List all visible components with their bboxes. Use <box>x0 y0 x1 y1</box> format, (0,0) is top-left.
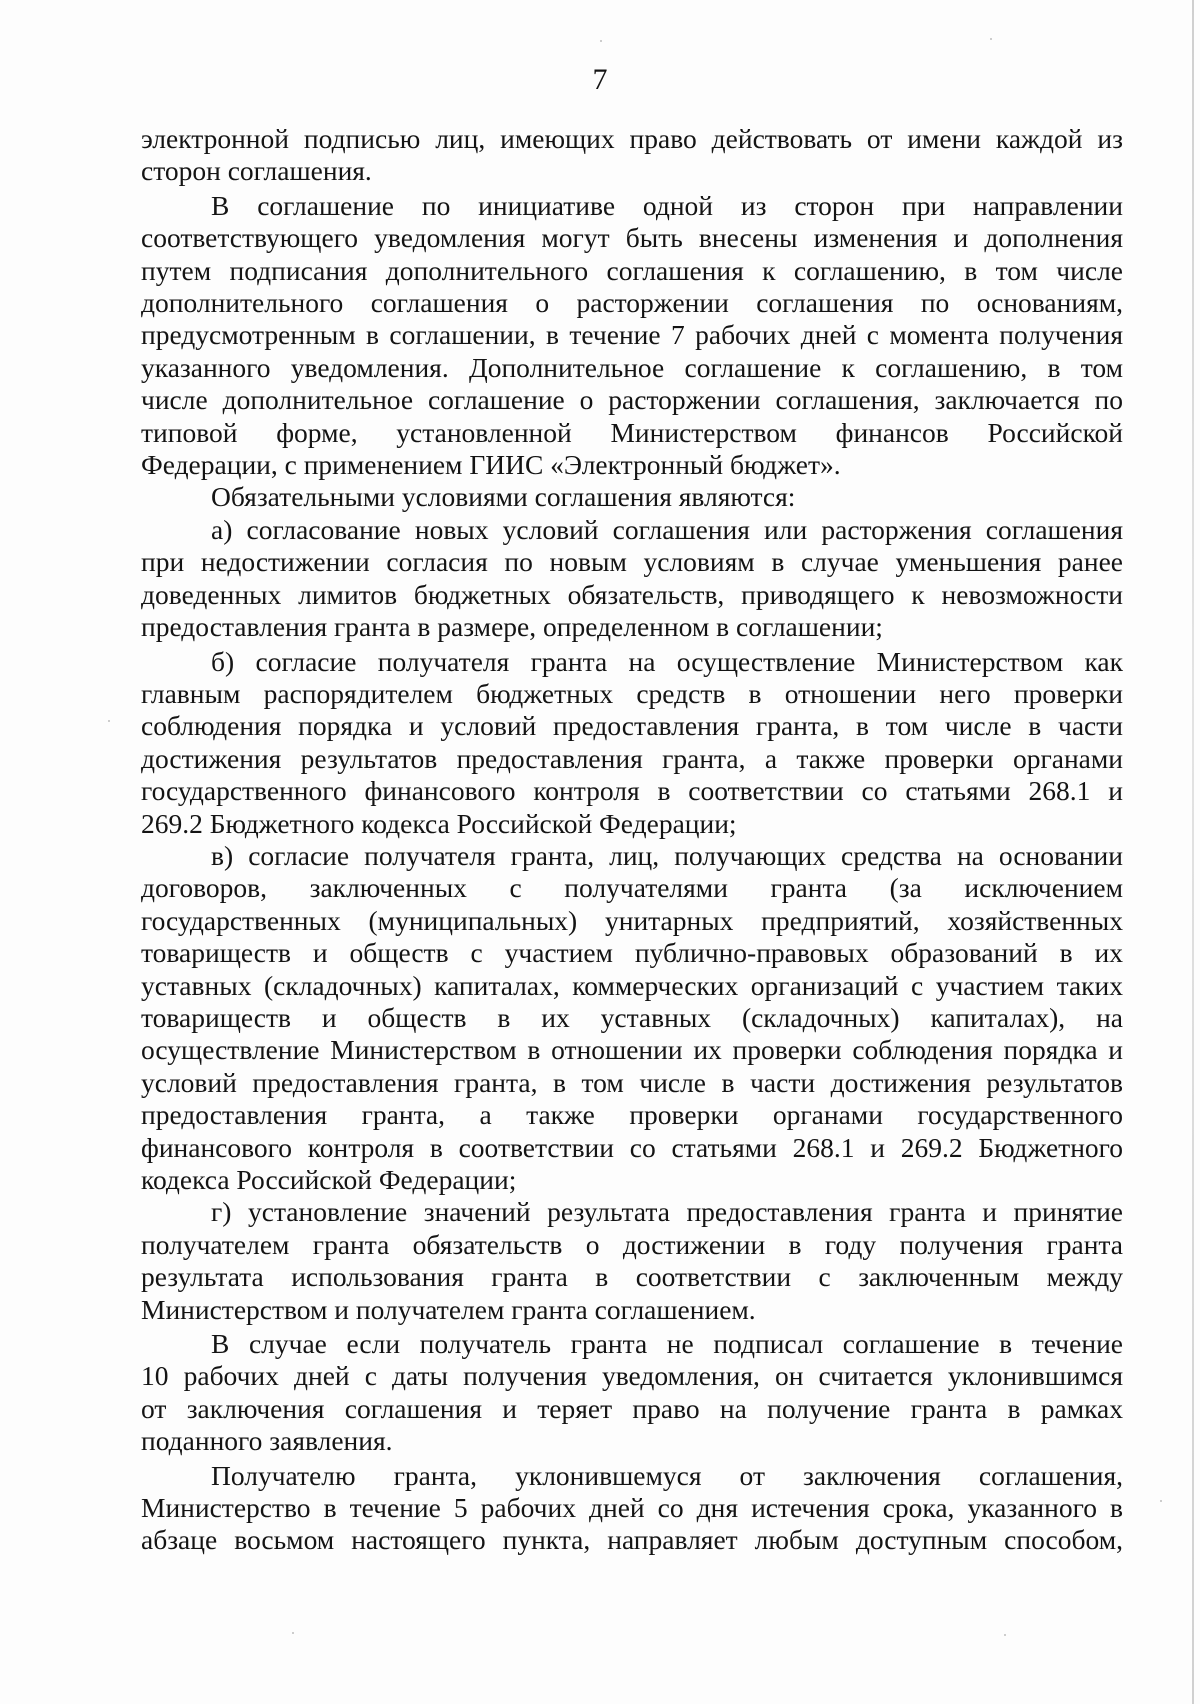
page-number: 7 <box>592 63 608 96</box>
paragraph-4-line-3: доведенных лимитов бюджетных обязательств, приводящего к невозможности <box>141 578 1123 610</box>
paragraph-5-line-6: 269.2 Бюджетного кодекса Российской Федерации; <box>141 807 737 839</box>
paragraph-2-line-4: дополнительного соглашения о расторжении соглашения по основаниям, <box>141 287 1123 319</box>
paragraph-6-line-3: государственных (муниципальных) унитарных предприятий, хозяйственных <box>141 904 1123 936</box>
paragraph-2-line-3: путем подписания дополнительного соглашения к соглашению, в том числе <box>141 254 1123 286</box>
paragraph-2-line-8: типовой форме, установленной Министерством финансов Российской <box>141 416 1123 448</box>
scan-speck <box>1160 1500 1162 1502</box>
paragraph-4-line-1: а) согласование новых условий соглашения или расторжения соглашения <box>211 513 1123 545</box>
scan-edge-line <box>1192 0 1194 1704</box>
paragraph-7-line-4: Министерством и получателем гранта соглашением. <box>141 1293 756 1325</box>
document-body <box>141 123 1123 1557</box>
scan-speck <box>292 1632 294 1634</box>
paragraph-5-line-3: соблюдения порядка и условий предоставления гранта, в том числе в части <box>141 710 1123 742</box>
paragraph-7-line-1: г) установление значений результата предоставления гранта и принятие <box>211 1196 1123 1228</box>
paragraph-8-line-3: от заключения соглашения и теряет право на получение гранта в рамках <box>141 1392 1123 1424</box>
paragraph-5-line-1: б) согласие получателя гранта на осуществление Министерством как <box>211 645 1123 677</box>
paragraph-2-line-6: указанного уведомления. Дополнительное соглашение к соглашению, в том <box>141 351 1123 383</box>
paragraph-6-line-5: уставных (складочных) капиталах, коммерческих организаций с участием таких <box>141 969 1123 1001</box>
paragraph-9-line-2: Министерство в течение 5 рабочих дней со дня истечения срока, указанного в <box>141 1492 1123 1524</box>
paragraph-6-line-1: в) согласие получателя гранта, лиц, получающих средства на основании <box>211 839 1123 871</box>
paragraph-6-line-10: финансового контроля в соответствии со статьями 268.1 и 269.2 Бюджетного <box>141 1131 1123 1163</box>
paragraph-6-line-8: условий предоставления гранта, в том числе в части достижения результатов <box>141 1066 1123 1098</box>
paragraph-2-line-2: соответствующего уведомления могут быть внесены изменения и дополнения <box>141 222 1123 254</box>
paragraph-6-line-4: товариществ и обществ с участием публично-правовых образований в их <box>141 937 1123 969</box>
paragraph-2-line-5: предусмотренным в соглашении, в течение 7 рабочих дней с момента получения <box>141 319 1123 351</box>
paragraph-6-line-7: осуществление Министерством в отношении их проверки соблюдения порядка и <box>141 1034 1123 1066</box>
scan-speck <box>600 40 602 42</box>
paragraph-8-line-1: В случае если получатель гранта не подписал соглашение в течение <box>211 1328 1123 1360</box>
paragraph-6-line-9: предоставления гранта, а также проверки органами государственного <box>141 1099 1123 1131</box>
paragraph-3-line-1: Обязательными условиями соглашения являются: <box>211 481 796 513</box>
paragraph-4-line-4: предоставления гранта в размере, определенном в соглашении; <box>141 611 883 643</box>
scan-speck <box>990 38 992 40</box>
paragraph-6-line-11: кодекса Российской Федерации; <box>141 1164 517 1195</box>
paragraph-1-line-2: сторон соглашения. <box>141 155 372 187</box>
paragraph-5-line-4: достижения результатов предоставления гранта, а также проверки органами <box>141 742 1123 774</box>
paragraph-8-line-4: поданного заявления. <box>141 1425 393 1457</box>
paragraph-7-line-2: получателем гранта обязательств о достижении в году получения гранта <box>141 1228 1123 1260</box>
paragraph-7-line-3: результата использования гранта в соответствии с заключенным между <box>141 1261 1123 1293</box>
paragraph-9-line-1: Получателю гранта, уклонившемуся от заключения соглашения, <box>211 1459 1123 1491</box>
paragraph-1-line-1: электронной подписью лиц, имеющих право действовать от имени каждой из <box>141 123 1123 154</box>
paragraph-2-line-9: Федерации, с применением ГИИС «Электронный бюджет». <box>141 449 841 481</box>
scan-speck <box>1004 1634 1006 1636</box>
paragraph-2-line-1: В соглашение по инициативе одной из сторон при направлении <box>211 189 1123 221</box>
paragraph-4-line-2: при недостижении согласия по новым условиям в случае уменьшения ранее <box>141 546 1123 578</box>
paragraph-2-line-7: числе дополнительное соглашение о расторжении соглашения, заключается по <box>141 384 1123 416</box>
paragraph-8-line-2: 10 рабочих дней с даты получения уведомления, он считается уклонившимся <box>141 1360 1123 1392</box>
paragraph-6-line-2: договоров, заключенных с получателями гранта (за исключением <box>141 872 1123 904</box>
paragraph-9-line-3: абзаце восьмом настоящего пункта, направляет любым доступным способом, <box>141 1524 1123 1556</box>
paragraph-6-line-6: товариществ и обществ в их уставных (складочных) капиталах), на <box>141 1001 1123 1033</box>
paragraph-5-line-2: главным распорядителем бюджетных средств в отношении него проверки <box>141 677 1123 709</box>
scan-speck <box>108 720 110 722</box>
paragraph-5-line-5: государственного финансового контроля в соответствии со статьями 268.1 и <box>141 775 1123 807</box>
